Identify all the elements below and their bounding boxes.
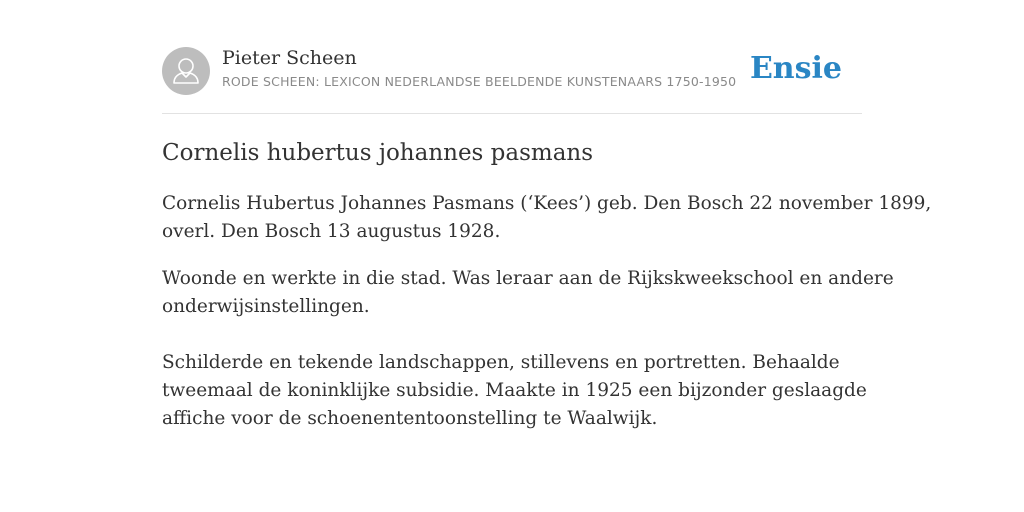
user-silhouette-icon[interactable] [162,47,210,95]
paragraph-line: onderwijsinstellingen. [162,296,370,317]
article-paragraph [162,349,867,433]
article-header [162,46,862,96]
paragraph-line: overl. Den Bosch 13 augustus 1928. [162,221,501,242]
article-paragraph [162,190,932,246]
paragraph-line: tweemaal de koninklijke subsidie. Maakte in 1925 een bijzonder geslaagde [162,380,867,401]
article-paragraph [162,265,894,321]
article-title: Cornelis hubertus johannes pasmans [162,140,594,166]
paragraph-line: Cornelis Hubertus Johannes Pasmans (‘Kees’) geb. Den Bosch 22 november 1899, [162,193,932,214]
ensie-logo[interactable]: Ensie [749,51,842,86]
paragraph-line: affiche voor de schoenententoonstelling te Waalwijk. [162,408,658,429]
header-divider [162,113,862,114]
paragraph-line: Woonde en werkte in die stad. Was leraar aan de Rijkskweekschool en andere [162,268,894,289]
paragraph-line: Schilderde en tekende landschappen, stillevens en portretten. Behaalde [162,352,840,373]
source-publication[interactable]: RODE SCHEEN: LEXICON NEDERLANDSE BEELDENDE KUNSTENAARS 1750-1950 [222,74,737,89]
author-name[interactable]: Pieter Scheen [222,47,357,69]
